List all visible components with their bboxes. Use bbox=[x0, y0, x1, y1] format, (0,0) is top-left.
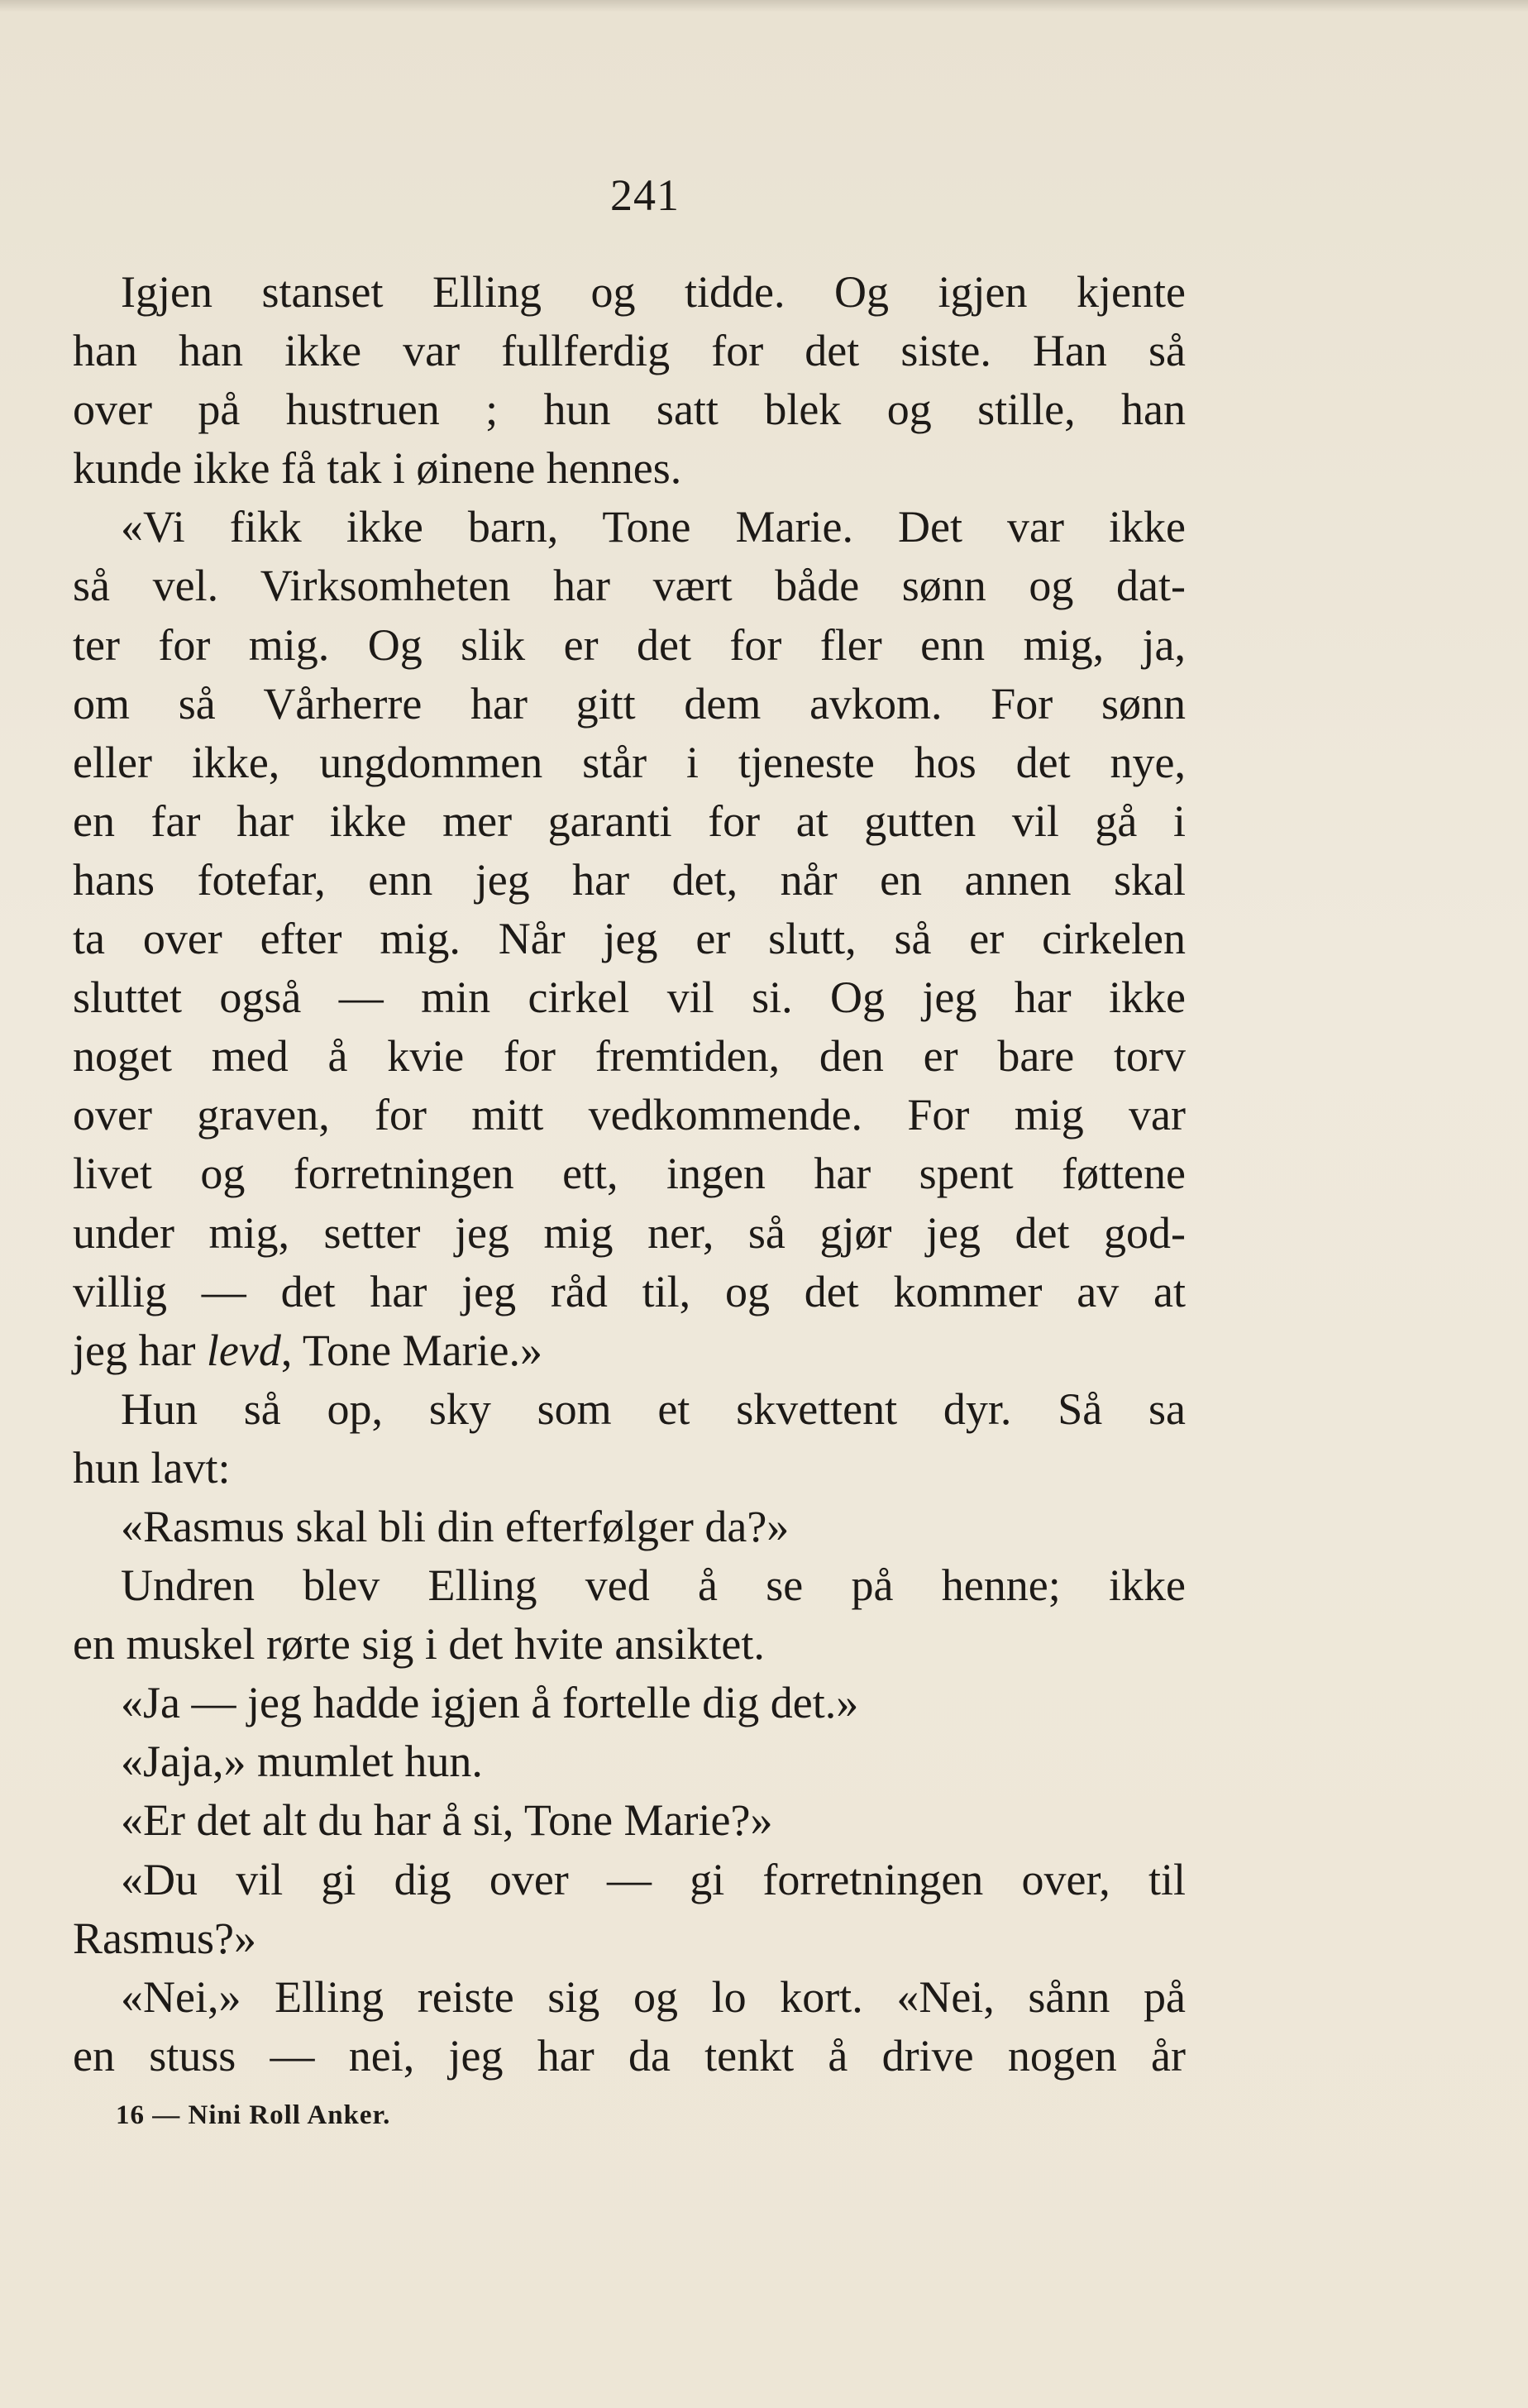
text-line: en far har ikke mer garanti for at gutten vil gå i bbox=[73, 796, 1186, 846]
page-number: 241 bbox=[610, 170, 680, 220]
text-line: Rasmus?» bbox=[73, 1913, 256, 1963]
text-line: han han ikke var fullferdig for det siste. Han så bbox=[73, 326, 1186, 376]
italic-word: levd bbox=[206, 1325, 281, 1375]
text-line: eller ikke, ungdommen står i tjeneste hos det nye, bbox=[73, 737, 1186, 787]
text-line: noget med å kvie for fremtiden, den er bare torv bbox=[73, 1031, 1186, 1082]
text-line: over på hustruen ; hun satt blek og stille, han bbox=[73, 385, 1186, 435]
text-line: «Vi fikk ikke barn, Tone Marie. Det var ikke bbox=[121, 502, 1186, 552]
text-line: «Rasmus skal bli din efterfølger da?» bbox=[121, 1501, 790, 1551]
text-line: sluttet også — min cirkel vil si. Og jeg har ikke bbox=[73, 972, 1186, 1023]
text-line: «Du vil gi dig over — gi forretningen over, til bbox=[121, 1854, 1186, 1904]
text-line: «Er det alt du har å si, Tone Marie?» bbox=[121, 1795, 773, 1846]
text-line: under mig, setter jeg mig ner, så gjør jeg det god- bbox=[73, 1207, 1186, 1258]
text-line: over graven, for mitt vedkommende. For mig var bbox=[73, 1090, 1186, 1140]
signature-footer: 16 — Nini Roll Anker. bbox=[116, 2100, 391, 2130]
text-line: «Ja — jeg hadde igjen å fortelle dig det.» bbox=[121, 1678, 859, 1728]
text-line: så vel. Virksomheten har vært både sønn og dat- bbox=[73, 561, 1186, 611]
text-line: ter for mig. Og slik er det for fler enn mig, ja, bbox=[73, 619, 1186, 670]
text-segment: jeg har bbox=[73, 1325, 207, 1375]
text-line: hun lavt: bbox=[73, 1442, 231, 1493]
body-text bbox=[73, 263, 1186, 2086]
text-line: kunde ikke få tak i øinene hennes. bbox=[73, 443, 682, 494]
text-line: «Nei,» Elling reiste sig og lo kort. «Nei, sånn på bbox=[121, 1971, 1186, 2022]
text-line: Hun så op, sky som et skvettent dyr. Så sa bbox=[121, 1383, 1186, 1434]
text-line: om så Vårherre har gitt dem avkom. For sønn bbox=[73, 678, 1186, 729]
text-line: ta over efter mig. Når jeg er slutt, så er cirkelen bbox=[73, 914, 1186, 964]
text-line bbox=[73, 1321, 1186, 1380]
text-line: Undren blev Elling ved å se på henne; ikke bbox=[121, 1560, 1186, 1611]
text-line: Igjen stanset Elling og tidde. Og igjen kjente bbox=[121, 267, 1186, 317]
text-line: hans fotefar, enn jeg har det, når en annen skal bbox=[73, 854, 1186, 905]
text-line: «Jaja,» mumlet hun. bbox=[121, 1737, 483, 1787]
text-line: en muskel rørte sig i det hvite ansiktet. bbox=[73, 1619, 765, 1670]
text-line: villig — det har jeg råd til, og det kommer av at bbox=[73, 1266, 1186, 1316]
text-line: livet og forretningen ett, ingen har spent føttene bbox=[73, 1149, 1186, 1199]
page-edge bbox=[0, 0, 1528, 12]
text-segment: , Tone Marie.» bbox=[280, 1325, 543, 1375]
text-line: en stuss — nei, jeg har da tenkt å drive nogen år bbox=[73, 2030, 1186, 2081]
